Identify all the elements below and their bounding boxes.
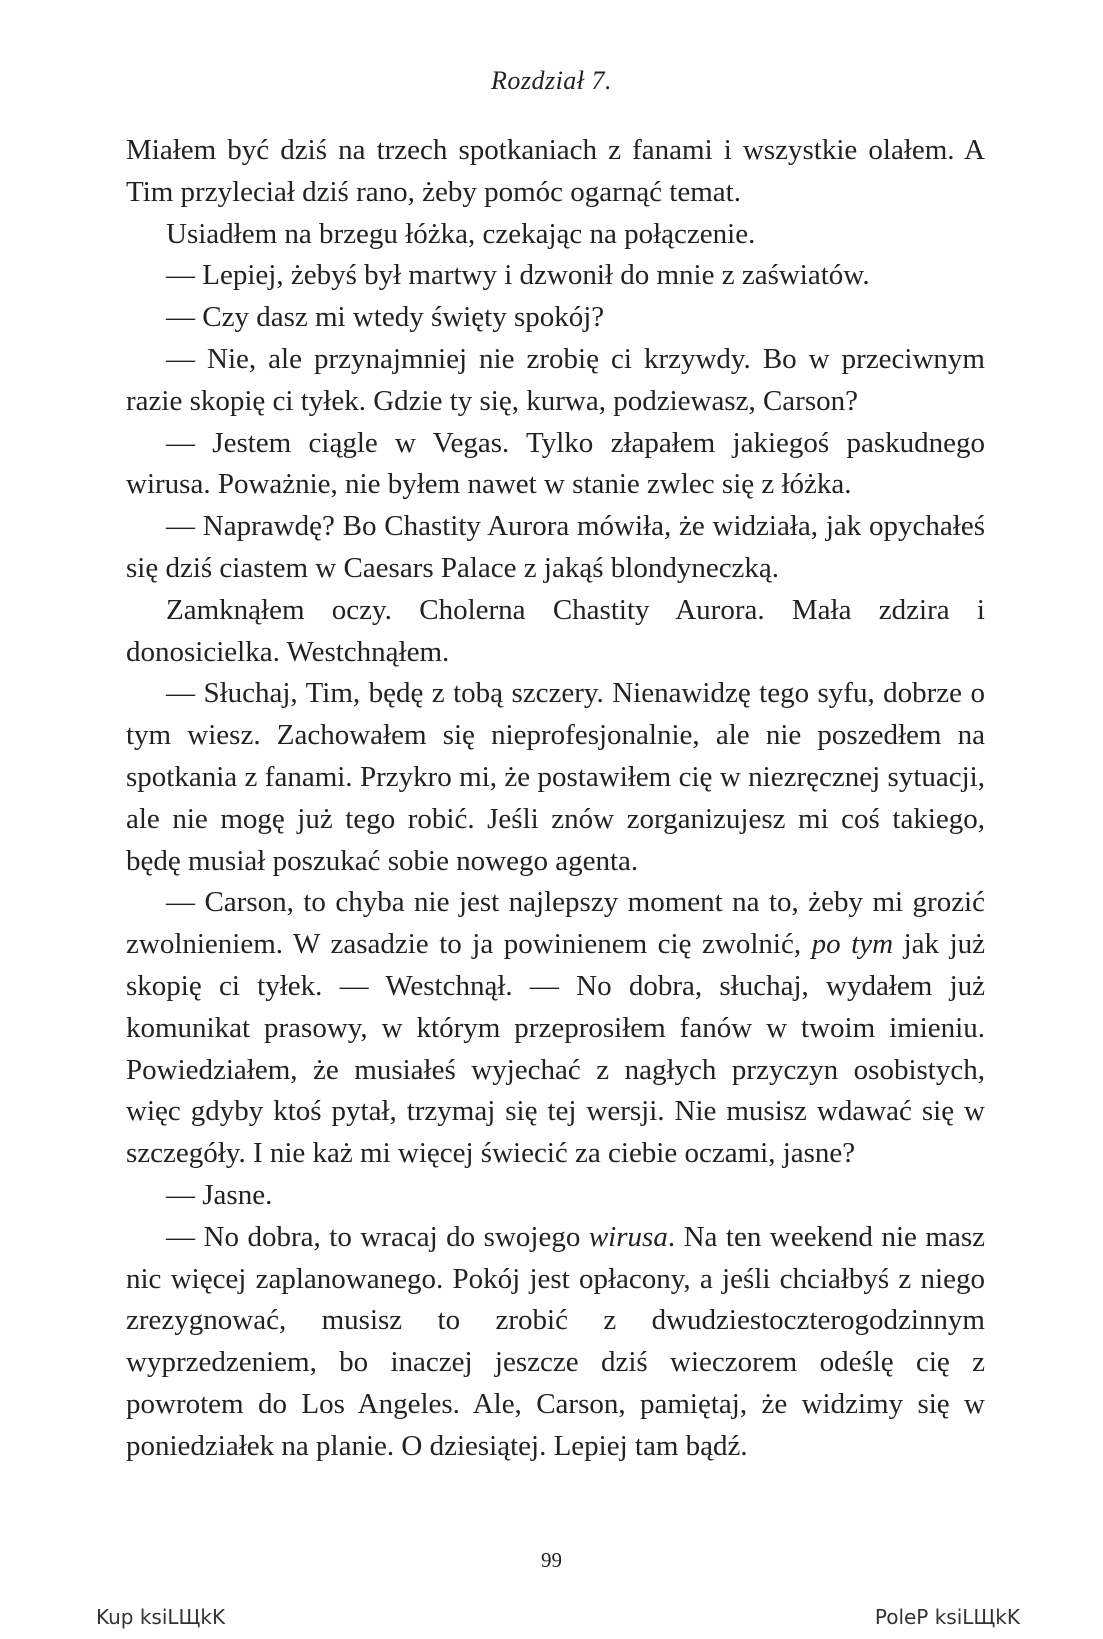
recommend-book-link[interactable]: PoleP ksiLЩkK — [874, 1605, 1020, 1629]
body-paragraph — [126, 590, 985, 674]
body-paragraph — [126, 1175, 985, 1217]
body-paragraph — [126, 882, 985, 1175]
text-segment: Usiadłem na brzegu łóżka, czekając na połączenie. — [166, 217, 756, 250]
text-segment: jak już skopię ci tyłek. — Westchnął. — No dobra, słuchaj, wydałem już komunikat prasowy, w którym przeprosiłem fanów w twoim imieniu. Powiedziałem, że musiałeś wyjechać z nagłych przyczyn osobistych, więc gdyby ktoś pytał, trzymaj się tej wersji. Nie musisz wdawać się w szczegóły. I nie każ mi więcej świecić za ciebie oczami, jasne? — [126, 928, 985, 1170]
chapter-header: Rozdział 7. — [490, 66, 613, 95]
body-paragraph — [126, 130, 985, 214]
body-paragraph — [126, 423, 985, 507]
body-paragraph — [126, 214, 985, 256]
text-segment: — Czy dasz mi wtedy święty spokój? — [166, 301, 605, 334]
italic-text: wirusa — [588, 1220, 668, 1253]
body-paragraph — [126, 506, 985, 590]
body-paragraph — [126, 673, 985, 882]
body-paragraph — [126, 339, 985, 423]
text-segment: — Naprawdę? Bo Chastity Aurora mówiła, że widziała, jak opychałeś się dziś ciastem w Caesars Palace z jakąś blondyneczką. — [126, 510, 985, 584]
text-segment: — Słuchaj, Tim, będę z tobą szczery. Nienawidzę tego syfu, dobrze o tym wiesz. Zachowałem się nieprofesjonalnie, ale nie poszedłem na spotkania z fanami. Przykro mi, że postawiłem cię w niezręcznej sytuacji, ale nie mogę już tego robić. Jeśli znów zorganizujesz mi coś takiego, będę musiał poszukać sobie nowego agenta. — [126, 677, 985, 877]
italic-text: po tym — [811, 928, 894, 961]
text-segment: Zamknąłem oczy. Cholerna Chastity Aurora. Mała zdzira i donosicielka. Westchnąłem. — [126, 593, 985, 668]
buy-book-link[interactable]: Kup ksiLЩkK — [96, 1605, 226, 1629]
text-segment: Miałem być dziś na trzech spotkaniach z fanami i wszystkie olałem. A Tim przyleciał dziś rano, żeby pomóc ogarnąć temat. — [126, 134, 985, 208]
text-segment: — Lepiej, żebyś był martwy i dzwonił do mnie z zaświatów. — [166, 259, 870, 292]
body-paragraph — [126, 297, 985, 339]
text-segment: — Nie, ale przynajmniej nie zrobię ci krzywdy. Bo w przeciwnym razie skopię ci tyłek. Gdzie ty się, kurwa, podziewasz, Carson? — [126, 342, 985, 417]
body-paragraph — [126, 255, 985, 297]
text-segment: — Jasne. — [166, 1178, 273, 1211]
text-segment: — Jestem ciągle w Vegas. Tylko złapałem jakiegoś paskudnego wirusa. Poważnie, nie byłem nawet w stanie zwlec się z łóżka. — [126, 426, 985, 501]
page-number: 99 — [541, 1548, 562, 1572]
text-segment: — Carson, to chyba nie jest najlepszy moment na to, żeby mi grozić zwolnieniem. W zasadzie to ja powinienem cię zwolnić, — [126, 886, 985, 961]
page-body — [126, 130, 985, 1468]
text-segment: — No dobra, to wracaj do swojego — [166, 1220, 589, 1253]
text-segment: . Na ten weekend nie masz nic więcej zaplanowanego. Pokój jest opłacony, a jeśli chciałbyś z niego zrezygnować, musisz to zrobić z dwudziestoczterogodzinnym wyprzedzeniem, bo inaczej jeszcze dziś wieczorem odeślę cię z powrotem do Los Angeles. Ale, Carson, pamiętaj, że widzimy się w poniedziałek na planie. O dziesiątej. Lepiej tam bądź. — [126, 1220, 985, 1462]
body-paragraph — [126, 1217, 985, 1468]
